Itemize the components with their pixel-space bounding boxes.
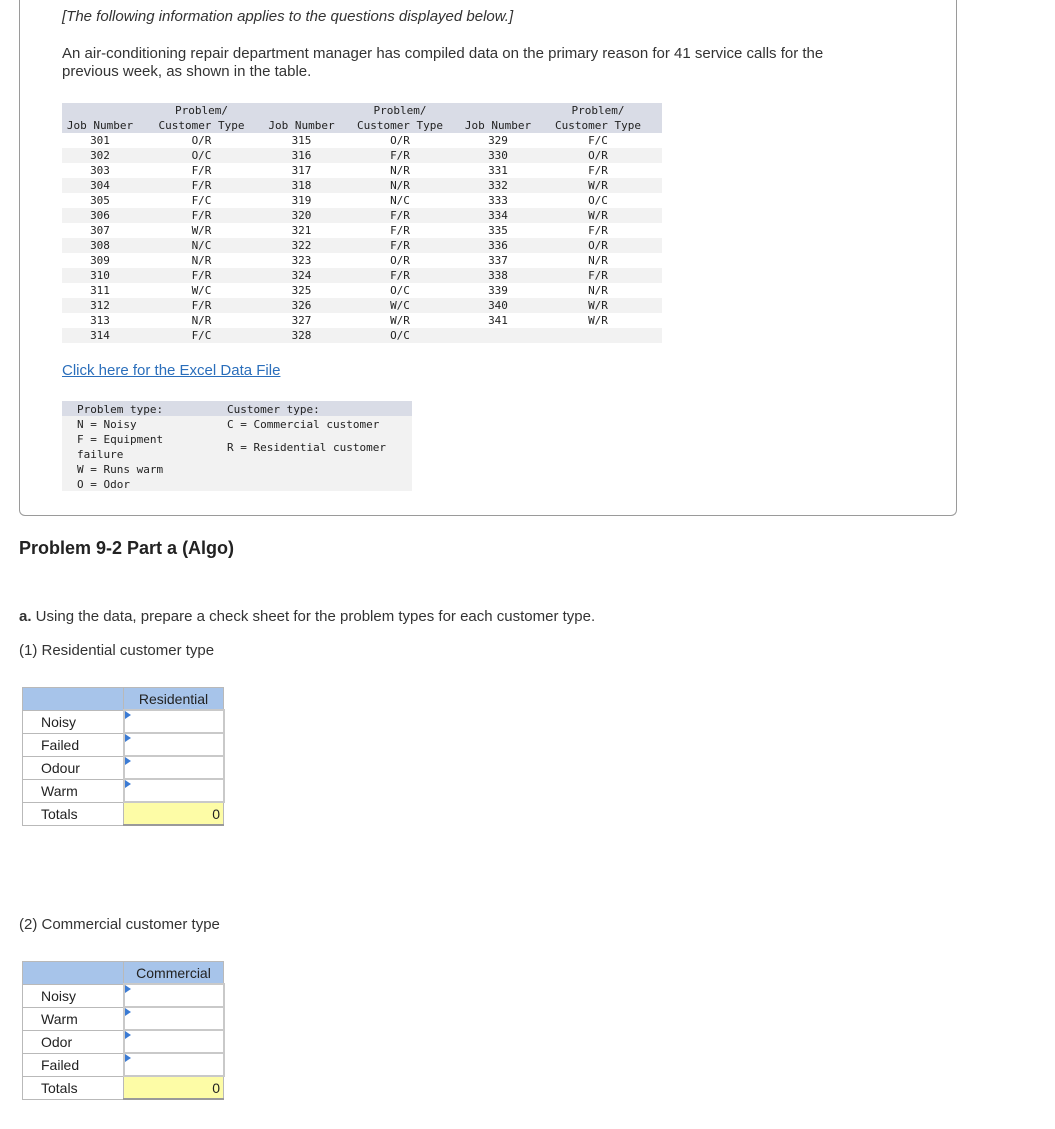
legend-problem-title: Problem type: (77, 403, 164, 416)
commercial-noisy-input[interactable] (125, 987, 223, 1005)
job-number-cell: 336 (488, 239, 508, 252)
problem-customer-cell: F/R (390, 149, 410, 162)
check-totals-row (23, 1076, 224, 1099)
job-number-cell: 323 (291, 254, 312, 267)
table-row (62, 133, 662, 148)
commercial-odor-cell (124, 1030, 224, 1053)
problem-customer-cell: F/R (390, 269, 410, 282)
legend-problem-item: O = Odor (77, 478, 130, 491)
row-label-totals: Totals (23, 802, 124, 825)
residential-odour-cell (124, 756, 224, 779)
intro-note: [The following information applies to the questions displayed below.] (62, 8, 514, 25)
problem-customer-cell: F/C (588, 134, 608, 147)
header-top-cell (265, 103, 338, 118)
table-row (62, 268, 662, 283)
legend-customer-type (227, 402, 407, 455)
check-row (23, 1030, 224, 1053)
problem-customer-cell: F/R (191, 179, 212, 192)
header-cell: Job Number (268, 119, 335, 132)
problem-customer-cell: F/R (588, 269, 608, 282)
problem-customer-cell: F/R (191, 209, 212, 222)
header-cell: Customer Type (356, 119, 444, 132)
table-row (62, 298, 662, 313)
problem-customer-cell: F/C (191, 194, 212, 207)
problem-customer-cell: F/R (191, 269, 212, 282)
job-number-cell: 328 (291, 329, 312, 342)
commercial-warm-cell (124, 1007, 224, 1030)
table-row (62, 223, 662, 238)
job-number-cell: 312 (90, 299, 110, 312)
commercial-total-value: 0 (124, 1076, 224, 1099)
problem-customer-cell: F/R (390, 239, 410, 252)
service-calls-table (62, 103, 662, 343)
job-number-cell: 325 (291, 284, 312, 297)
problem-customer-cell: F/C (191, 329, 212, 342)
commercial-subhead: (2) Commercial customer type (19, 916, 220, 933)
problem-customer-cell: F/R (588, 224, 608, 237)
residential-subhead: (1) Residential customer type (19, 642, 215, 659)
check-row (23, 1053, 224, 1076)
legend-problem-item: W = Runs warm (77, 463, 164, 476)
legend-problem-item: N = Noisy (77, 418, 137, 431)
job-number-cell: 304 (90, 179, 110, 192)
job-number-cell: 311 (90, 284, 110, 297)
legend-problem-type (77, 402, 187, 492)
job-number-cell: 331 (488, 164, 508, 177)
problem-customer-cell: N/R (588, 284, 608, 297)
problem-customer-cell: N/R (191, 254, 212, 267)
job-number-cell: 315 (291, 134, 312, 147)
job-number-cell: 334 (488, 209, 508, 222)
row-label-totals: Totals (23, 1076, 124, 1099)
problem-customer-cell: O/C (390, 284, 410, 297)
problem-customer-cell: N/C (390, 194, 410, 207)
residential-noisy-cell (124, 710, 224, 733)
problem-customer-cell: W/R (588, 209, 608, 222)
header-top-cell: Problem/ (571, 104, 625, 117)
job-number-cell: 306 (90, 209, 110, 222)
job-number-cell: 335 (488, 224, 508, 237)
job-number-cell: 303 (90, 164, 110, 177)
job-number-cell: 338 (488, 269, 508, 282)
header-cell: Job Number (66, 119, 134, 132)
header-top-cell: Problem/ (373, 104, 427, 117)
header-top-cell (62, 103, 138, 118)
job-number-cell: 317 (291, 164, 312, 177)
row-label-noisy: Noisy (23, 984, 124, 1007)
problem-customer-cell: F/R (191, 164, 212, 177)
commercial-noisy-cell (124, 984, 224, 1007)
legend-problem-item: F = Equipment failure (77, 433, 164, 461)
problem-customer-cell: W/C (390, 299, 410, 312)
job-number-cell: 319 (291, 194, 312, 207)
problem-customer-cell: O/R (191, 134, 212, 147)
problem-customer-cell: O/R (390, 134, 410, 147)
commercial-column-header: Commercial (124, 962, 224, 985)
job-number-cell: 326 (291, 299, 312, 312)
job-number-cell: 318 (291, 179, 312, 192)
job-number-cell: 314 (90, 329, 110, 342)
legend-customer-item: R = Residential customer (227, 441, 386, 454)
commercial-odor-input[interactable] (125, 1033, 223, 1051)
problem-customer-cell: W/R (588, 314, 608, 327)
problem-customer-cell: N/R (588, 254, 608, 267)
problem-customer-cell: F/R (588, 164, 608, 177)
row-label-warm: Warm (23, 779, 124, 802)
check-totals-row (23, 802, 224, 825)
commercial-warm-input[interactable] (125, 1010, 223, 1028)
residential-failed-input[interactable] (125, 736, 223, 754)
job-number-cell: 301 (90, 134, 110, 147)
commercial-failed-cell (124, 1053, 224, 1076)
job-number-cell: 333 (488, 194, 508, 207)
header-top-cell: Problem/ (175, 104, 228, 117)
job-number-cell: 327 (291, 314, 312, 327)
legend (62, 401, 412, 491)
job-number-cell: 310 (90, 269, 110, 282)
excel-data-link[interactable]: Click here for the Excel Data File (62, 362, 281, 379)
table-row (62, 208, 662, 223)
check-header-row (23, 688, 224, 711)
problem-customer-cell: O/C (390, 329, 410, 342)
residential-failed-cell (124, 733, 224, 756)
header-cell: Customer Type (554, 119, 642, 132)
job-number-cell: 332 (488, 179, 508, 192)
question-body: Using the data, prepare a check sheet for the problem types for each customer type. (31, 608, 596, 625)
check-row (23, 756, 224, 779)
table-row (62, 178, 662, 193)
job-number-cell: 324 (291, 269, 312, 282)
problem-customer-cell: O/R (390, 254, 410, 267)
commercial-failed-input[interactable] (125, 1056, 223, 1074)
job-number-cell: 305 (90, 194, 110, 207)
table-row (62, 148, 662, 163)
intro-text: An air-conditioning repair department manager has compiled data on the primary reason for 41 service calls for the previous week, as shown in the table. (62, 45, 824, 80)
job-number-cell: 316 (291, 149, 312, 162)
question-text (19, 608, 595, 625)
header-cell: Job Number (464, 119, 532, 132)
table-row (62, 253, 662, 268)
job-number-cell: 302 (90, 149, 110, 162)
table-row (62, 313, 662, 328)
problem-title: Problem 9-2 Part a (Algo) (19, 538, 235, 558)
problem-customer-cell: W/R (390, 314, 410, 327)
residential-odour-input[interactable] (125, 759, 223, 777)
problem-customer-cell: N/C (191, 239, 212, 252)
service-calls-body (62, 133, 662, 343)
table-row (62, 163, 662, 178)
job-number-cell: 337 (488, 254, 508, 267)
row-label-warm: Warm (23, 1007, 124, 1030)
job-number-cell (462, 328, 534, 343)
job-number-cell: 320 (291, 209, 312, 222)
residential-column-header: Residential (124, 688, 224, 711)
row-label-failed: Failed (23, 1053, 124, 1076)
table-row (62, 328, 662, 343)
question-prefix: a. (19, 608, 32, 625)
row-label-odor: Odor (23, 1030, 124, 1053)
header-blank-cell (23, 962, 124, 985)
row-label-odour: Odour (23, 756, 124, 779)
problem-customer-cell: N/R (390, 164, 410, 177)
legend-customer-title: Customer type: (227, 403, 320, 416)
check-header-row (23, 962, 224, 985)
job-number-cell: 321 (291, 224, 312, 237)
job-number-cell: 307 (90, 224, 110, 237)
row-label-failed: Failed (23, 733, 124, 756)
header-cell: Customer Type (158, 119, 245, 132)
problem-customer-cell: F/R (191, 299, 212, 312)
residential-warm-input[interactable] (125, 782, 223, 800)
check-row (23, 710, 224, 733)
problem-customer-cell: W/C (191, 284, 212, 297)
header-row-top (62, 103, 662, 118)
header-top-cell (462, 103, 534, 118)
problem-customer-cell: O/R (588, 149, 608, 162)
row-label-noisy: Noisy (23, 710, 124, 733)
job-number-cell: 313 (90, 314, 110, 327)
problem-customer-cell (534, 328, 662, 343)
residential-total-value: 0 (124, 802, 224, 825)
problem-customer-cell: N/R (390, 179, 410, 192)
table-row (62, 193, 662, 208)
job-number-cell: 308 (90, 239, 110, 252)
problem-customer-cell: F/R (390, 224, 410, 237)
problem-customer-cell: O/C (191, 149, 212, 162)
problem-customer-cell: N/R (191, 314, 212, 327)
residential-noisy-input[interactable] (125, 713, 223, 731)
header-blank-cell (23, 688, 124, 711)
job-number-cell: 322 (291, 239, 312, 252)
job-number-cell: 330 (488, 149, 508, 162)
commercial-check-sheet (22, 961, 225, 1100)
problem-customer-cell: O/C (588, 194, 608, 207)
residential-check-sheet (22, 687, 225, 826)
table-row (62, 283, 662, 298)
residential-warm-cell (124, 779, 224, 802)
job-number-cell: 329 (488, 134, 508, 147)
check-row (23, 733, 224, 756)
problem-customer-cell: W/R (588, 299, 608, 312)
problem-customer-cell: W/R (588, 179, 608, 192)
job-number-cell: 340 (488, 299, 508, 312)
problem-customer-cell: F/R (390, 209, 410, 222)
table-row (62, 238, 662, 253)
job-number-cell: 309 (90, 254, 110, 267)
check-row (23, 1007, 224, 1030)
header-row (62, 118, 662, 133)
problem-customer-cell: O/R (588, 239, 608, 252)
check-row (23, 779, 224, 802)
service-calls-header (62, 103, 662, 133)
job-number-cell: 339 (488, 284, 508, 297)
job-number-cell: 341 (488, 314, 508, 327)
problem-customer-cell: W/R (191, 224, 212, 237)
legend-customer-item: C = Commercial customer (227, 418, 380, 431)
check-row (23, 984, 224, 1007)
